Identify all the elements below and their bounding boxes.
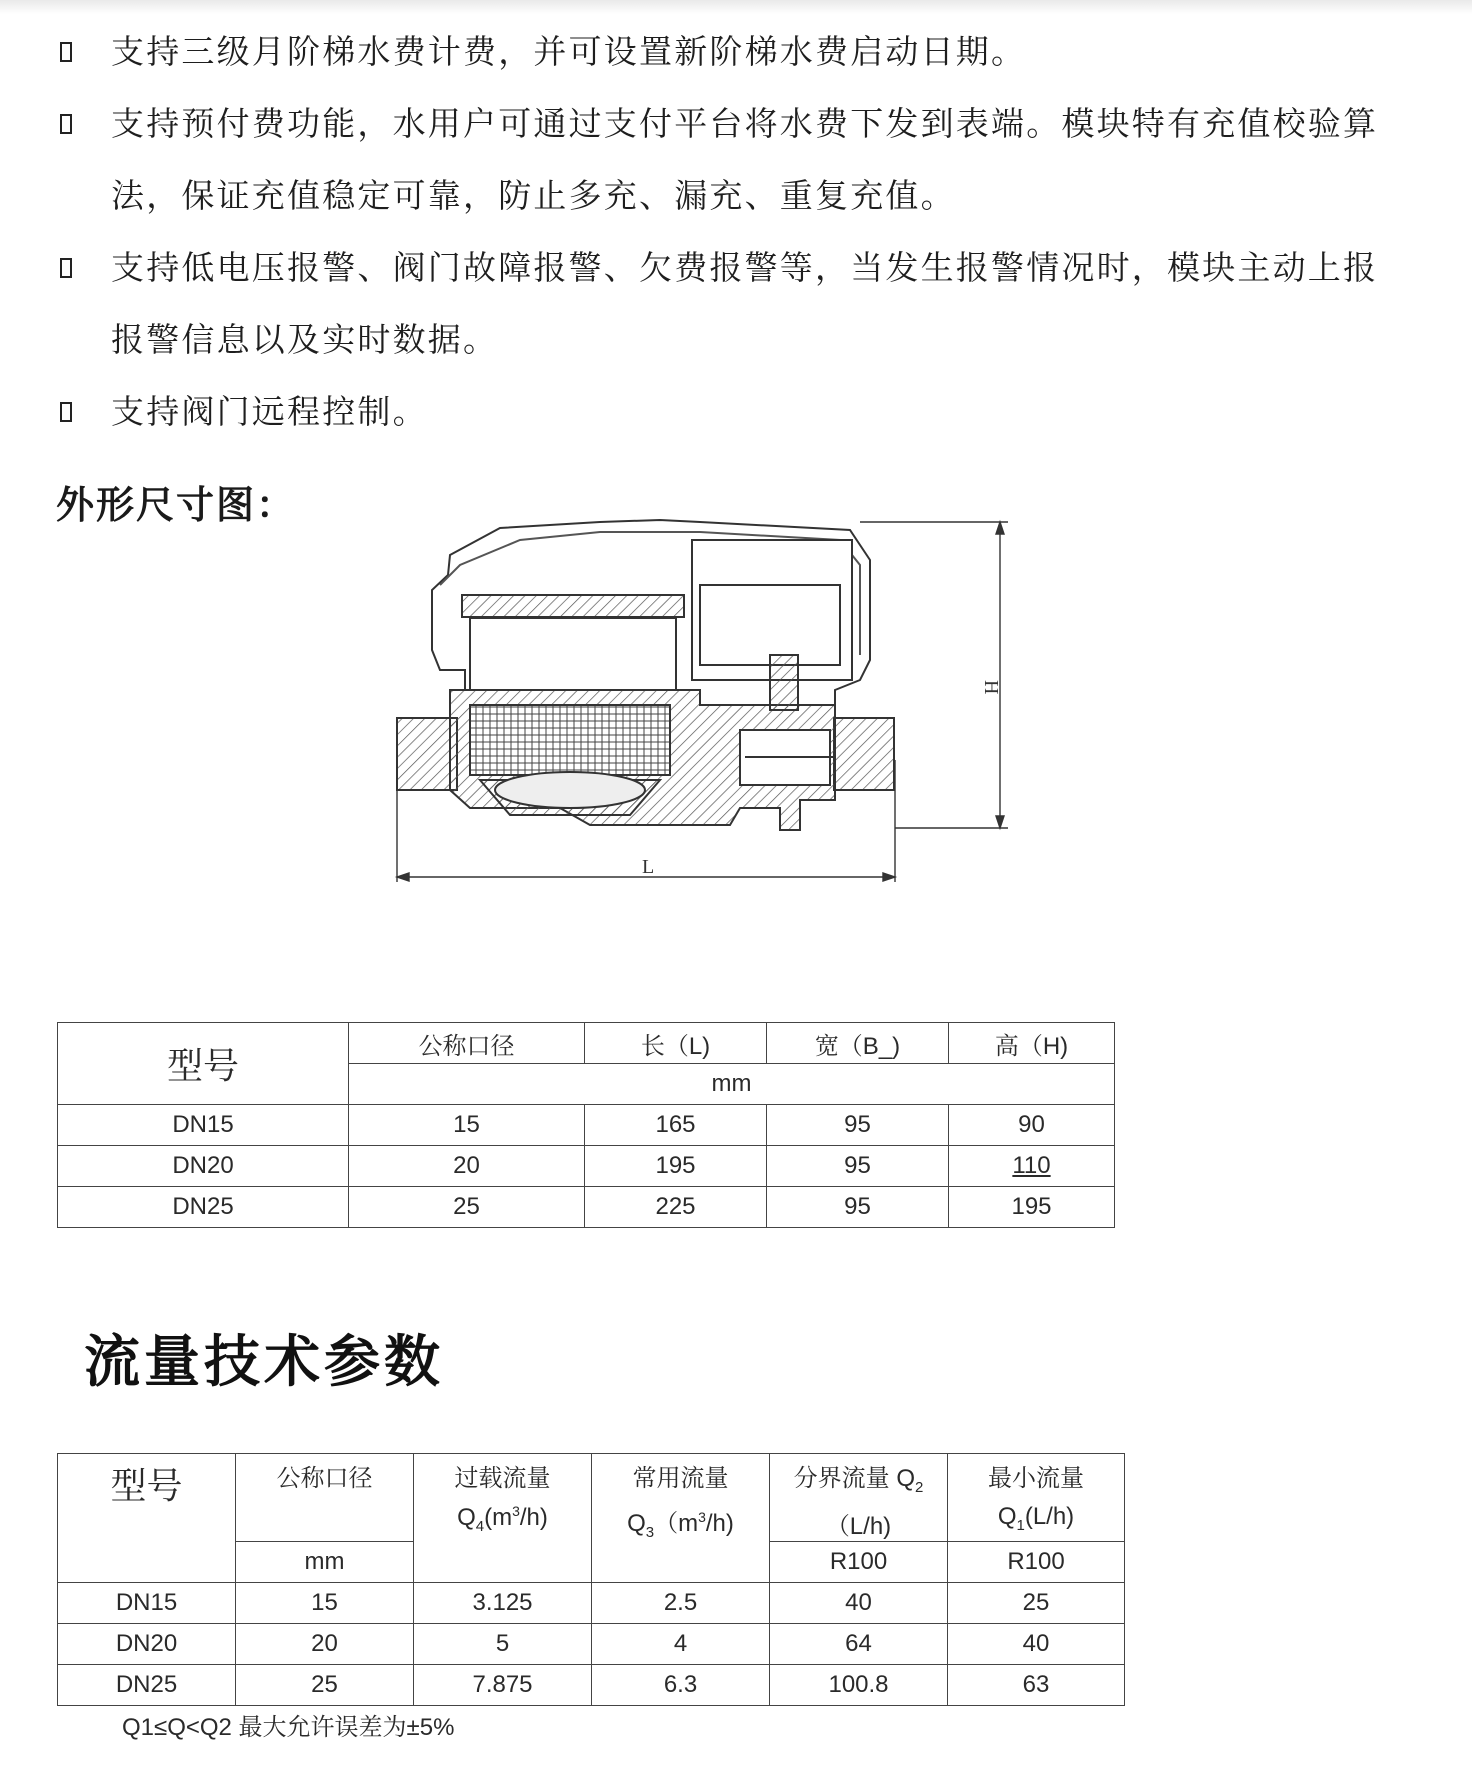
table-cell: DN15 xyxy=(58,1105,349,1146)
table-cell: 15 xyxy=(349,1105,585,1146)
table-cell: 95 xyxy=(767,1187,949,1228)
bullet-box-icon xyxy=(60,114,72,134)
table-cell: DN25 xyxy=(58,1664,236,1705)
table-cell: 95 xyxy=(767,1105,949,1146)
table-cell: 90 xyxy=(949,1105,1115,1146)
feature-text: 报警信息以及实时数据。 xyxy=(111,320,499,359)
column-header: 高（H) xyxy=(949,1023,1115,1064)
table-cell: 6.3 xyxy=(592,1664,770,1705)
table-row xyxy=(58,1664,1125,1705)
header-line: 分界流量 $Q_2$ xyxy=(793,1465,924,1496)
model-header: 型号 xyxy=(58,1454,236,1583)
table-cell: 195 xyxy=(585,1146,767,1187)
table-cell: 4 xyxy=(592,1623,770,1664)
length-dimension-label: L xyxy=(642,856,655,878)
tolerance-note: Q1≤Q<Q2 最大允许误差为±5% xyxy=(122,1714,455,1741)
caliber-header: 公称口径 xyxy=(236,1454,414,1542)
table-row xyxy=(58,1187,1115,1228)
meter-body-outline xyxy=(397,520,894,830)
column-header: 宽（B_) xyxy=(767,1023,949,1064)
table-row xyxy=(58,1105,1115,1146)
table-cell: DN20 xyxy=(58,1623,236,1664)
table-cell: 20 xyxy=(236,1623,414,1664)
dimension-section-title: 外形尺寸图： xyxy=(56,483,297,527)
table-row xyxy=(58,1146,1115,1187)
column-header: 公称口径 xyxy=(349,1023,585,1064)
table-cell: 15 xyxy=(236,1582,414,1623)
bullet-box-icon xyxy=(60,42,72,62)
header-unit-line: （L/h) xyxy=(825,1512,892,1540)
table-row xyxy=(58,1623,1125,1664)
table-row xyxy=(58,1454,1125,1542)
table-cell: 7.875 xyxy=(414,1664,592,1705)
table-cell: 25 xyxy=(948,1582,1125,1623)
common-flow-header xyxy=(592,1454,770,1583)
unit-cell: mm xyxy=(236,1541,414,1582)
table-cell: 20 xyxy=(349,1146,585,1187)
column-header: 长（L) xyxy=(585,1023,767,1064)
feature-text: 支持三级月阶梯水费计费，并可设置新阶梯水费启动日期。 xyxy=(111,32,1027,71)
table-cell: 3.125 xyxy=(414,1582,592,1623)
table-cell: DN15 xyxy=(58,1582,236,1623)
header-unit-line: $Q_1(L/h)$ xyxy=(997,1503,1075,1534)
header-unit-line: $Q_3(m^3/h)$ xyxy=(627,1509,734,1541)
table-cell: 95 xyxy=(767,1146,949,1187)
ratio-cell: R100 xyxy=(770,1541,948,1582)
dimension-table xyxy=(57,1022,1115,1228)
header-line: 常用流量 xyxy=(632,1465,729,1492)
table-cell: 195 xyxy=(949,1187,1115,1228)
minimum-flow-header xyxy=(948,1454,1125,1542)
table-cell: 25 xyxy=(349,1187,585,1228)
table-cell: 165 xyxy=(585,1105,767,1146)
table-cell xyxy=(949,1146,1115,1187)
underlined-value: 110 xyxy=(1012,1152,1051,1179)
table-cell: 40 xyxy=(948,1623,1125,1664)
top-shadow xyxy=(0,0,1472,14)
table-cell: 5 xyxy=(414,1623,592,1664)
table-cell: 25 xyxy=(236,1664,414,1705)
feature-text: 支持低电压报警、阀门故障报警、欠费报警等，当发生报警情况时，模块主动上报 xyxy=(111,248,1379,287)
table-cell: 63 xyxy=(948,1664,1125,1705)
table-cell: 2.5 xyxy=(592,1582,770,1623)
table-row xyxy=(58,1023,1115,1064)
header-line: 最小流量 xyxy=(988,1465,1084,1492)
table-cell: 64 xyxy=(770,1623,948,1664)
ratio-cell: R100 xyxy=(948,1541,1125,1582)
table-row xyxy=(58,1582,1125,1623)
boundary-flow-header xyxy=(770,1454,948,1542)
height-dimension-label: H xyxy=(980,680,1002,695)
unit-cell: mm xyxy=(349,1064,1115,1105)
overload-flow-header xyxy=(414,1454,592,1583)
bullet-box-icon xyxy=(60,402,72,422)
bullet-box-icon xyxy=(60,258,72,278)
flow-section-title: 流量技术参数 xyxy=(84,1330,444,1395)
table-cell: 225 xyxy=(585,1187,767,1228)
feature-text: 支持预付费功能，水用户可通过支付平台将水费下发到表端。模块特有充值校验算 xyxy=(111,104,1379,143)
table-cell: DN25 xyxy=(58,1187,349,1228)
flow-parameter-table xyxy=(57,1453,1125,1706)
feature-text: 支持阀门远程控制。 xyxy=(111,392,428,431)
header-unit-line: $Q_4(m^3/h)$ xyxy=(457,1503,548,1535)
table-cell: 40 xyxy=(770,1582,948,1623)
feature-text: 法，保证充值稳定可靠，防止多充、漏充、重复充值。 xyxy=(111,176,956,215)
table-cell: DN20 xyxy=(58,1146,349,1187)
header-line: 过载流量 xyxy=(454,1465,551,1492)
model-header: 型号 xyxy=(58,1023,349,1105)
table-cell: 100.8 xyxy=(770,1664,948,1705)
water-meter-dimension-drawing xyxy=(380,505,1020,895)
